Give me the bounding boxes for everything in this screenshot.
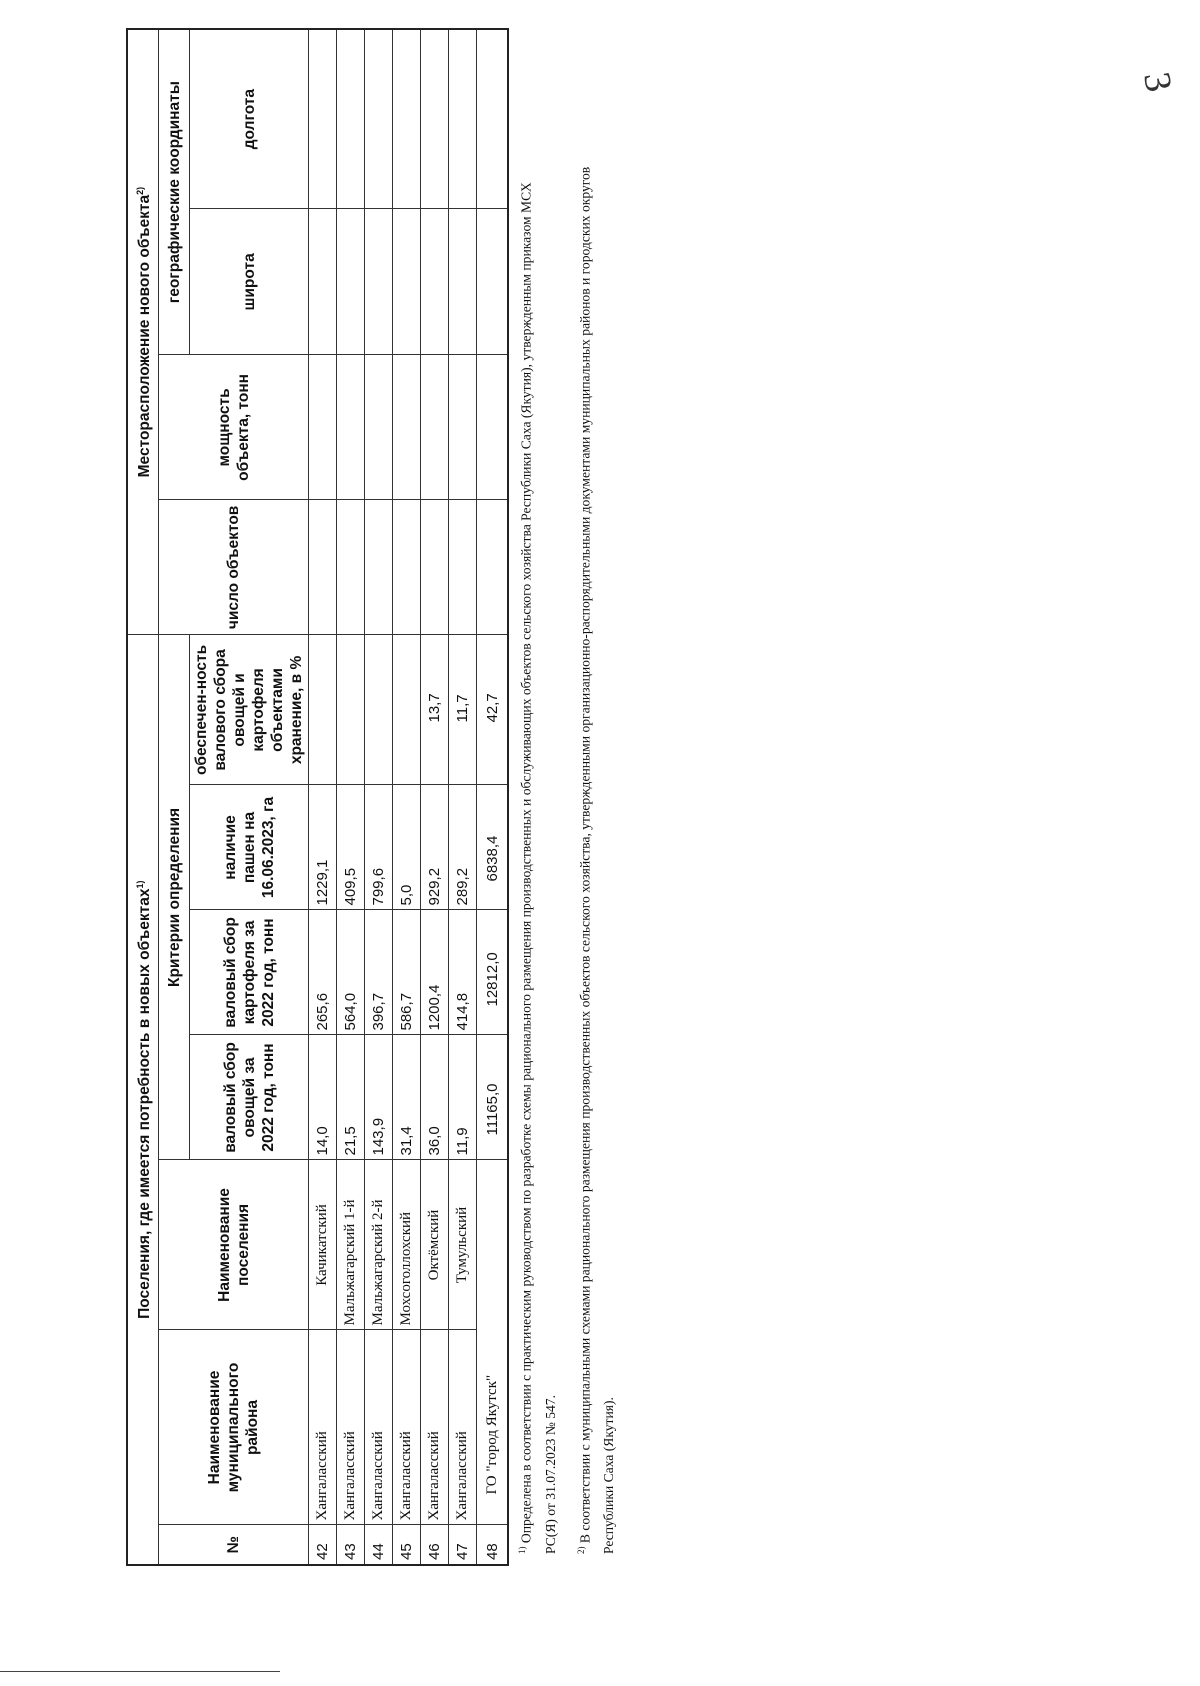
header-settlements-group: Поселения, где имеется потребность в новых объектах$^{1)}$ [127, 635, 159, 1565]
settlement-name: Тумульский [449, 1160, 477, 1330]
potatoes-value: 1200,4 [421, 910, 449, 1035]
capacity-cell [477, 355, 509, 500]
potatoes-value: 396,7 [365, 910, 393, 1035]
supply-value [393, 635, 421, 785]
longitude-cell [421, 29, 449, 209]
row-number: 46 [421, 1525, 449, 1565]
supply-value: 13,7 [421, 635, 449, 785]
row-number: 43 [337, 1525, 365, 1565]
object-count-cell [365, 500, 393, 635]
supply-value: 11,7 [449, 635, 477, 785]
vegetables-value: 31,4 [393, 1035, 421, 1160]
arable-value: 6838,4 [477, 785, 509, 910]
longitude-cell [309, 29, 337, 209]
capacity-cell [309, 355, 337, 500]
vegetables-value: 14,0 [309, 1035, 337, 1160]
capacity-cell [365, 355, 393, 500]
table-row [309, 29, 337, 1565]
vegetables-value: 21,5 [337, 1035, 365, 1160]
header-row-criteria [159, 29, 190, 1565]
longitude-cell [449, 29, 477, 209]
object-count-cell [337, 500, 365, 635]
handwritten-page-number: 3 [1135, 68, 1180, 96]
arable-value: 929,2 [421, 785, 449, 910]
header-district: Наименование муниципального района [159, 1330, 309, 1525]
vegetables-value: 11,9 [449, 1035, 477, 1160]
object-count-cell [309, 500, 337, 635]
vegetables-value: 36,0 [421, 1035, 449, 1160]
table-row [421, 29, 449, 1565]
total-row [477, 29, 509, 1565]
supply-value [309, 635, 337, 785]
latitude-cell [449, 209, 477, 355]
longitude-cell [477, 29, 509, 209]
capacity-cell [393, 355, 421, 500]
footnote-1: $^{1)}$ Определена в соответствии с практическим руководством по разработке схемы рационального размещения производственных и обслуживающих объектов сельского хозяйства Республики Саха (Якутия), утвержденным приказом МСХ РС(Я) от 31.07.2023 № 547. [517, 182, 558, 1554]
potatoes-value: 586,7 [393, 910, 421, 1035]
header-vegetables: валовый сбор овощей за 2022 год, тонн [190, 1035, 309, 1160]
settlement-name: Мохсоголлохский [393, 1160, 421, 1330]
table-row [365, 29, 393, 1565]
settlement-name: Октёмский [421, 1160, 449, 1330]
table-row [337, 29, 365, 1565]
header-capacity: мощность объекта, тонн [159, 355, 309, 500]
settlements-table [126, 28, 509, 1566]
latitude-cell [477, 209, 509, 355]
district-name: Хангаласский [309, 1330, 337, 1525]
header-arable-land: наличие пашен на 16.06.2023, га [190, 785, 309, 910]
header-number: № [159, 1525, 309, 1565]
object-count-cell [393, 500, 421, 635]
row-number: 44 [365, 1525, 393, 1565]
object-count-cell [421, 500, 449, 635]
header-longitude: долгота [190, 29, 309, 209]
supply-value: 42,7 [477, 635, 509, 785]
supply-value [365, 635, 393, 785]
potatoes-value: 414,8 [449, 910, 477, 1035]
district-name: Хангаласский [393, 1330, 421, 1525]
table-row [449, 29, 477, 1565]
header-potatoes: валовый сбор картофеля за 2022 год, тонн [190, 910, 309, 1035]
row-number: 47 [449, 1525, 477, 1565]
scan-edge-line [0, 1671, 280, 1672]
row-number: 42 [309, 1525, 337, 1565]
header-object-count: число объектов [159, 500, 309, 635]
longitude-cell [365, 29, 393, 209]
settlement-name: Мальжагарский 2-й [365, 1160, 393, 1330]
arable-value: 409,5 [337, 785, 365, 910]
footnote-2: $^{2)}$ В соответствии с муниципальными схемами рационального размещения производственных объектов сельского хозяйства, утвержденными организационно-распорядительными документами муниципальных районов и городских округов Республики Саха (Якутия). [575, 166, 617, 1554]
rotated-document-sheet [90, 81, 630, 1566]
header-latitude: широта [190, 209, 309, 355]
latitude-cell [337, 209, 365, 355]
arable-value: 5,0 [393, 785, 421, 910]
header-settlement: Наименование поселения [159, 1160, 309, 1330]
longitude-cell [337, 29, 365, 209]
longitude-cell [393, 29, 421, 209]
latitude-cell [421, 209, 449, 355]
district-name: Хангаласский [421, 1330, 449, 1525]
header-criteria: Критерии определения [159, 635, 190, 1160]
table-row [393, 29, 421, 1565]
district-name: Хангаласский [449, 1330, 477, 1525]
arable-value: 799,6 [365, 785, 393, 910]
district-name: Хангаласский [365, 1330, 393, 1525]
vegetables-value: 11165,0 [477, 1035, 509, 1160]
object-count-cell [449, 500, 477, 635]
row-number: 45 [393, 1525, 421, 1565]
arable-value: 1229,1 [309, 785, 337, 910]
settlement-name: Качикатский [309, 1160, 337, 1330]
latitude-cell [393, 209, 421, 355]
capacity-cell [337, 355, 365, 500]
settlement-name: Мальжагарский 1-й [337, 1160, 365, 1330]
header-geo-coordinates: географические координаты [159, 29, 190, 355]
row-number: 48 [477, 1525, 509, 1565]
header-row-groups [127, 29, 159, 1565]
city-district-name: ГО "город Якутск" [477, 1160, 509, 1525]
district-name: Хангаласский [337, 1330, 365, 1525]
potatoes-value: 564,0 [337, 910, 365, 1035]
capacity-cell [449, 355, 477, 500]
object-count-cell [477, 500, 509, 635]
latitude-cell [309, 209, 337, 355]
latitude-cell [365, 209, 393, 355]
potatoes-value: 265,6 [309, 910, 337, 1035]
header-location-group: Месторасположение нового объекта$^{2)}$ [127, 29, 159, 635]
arable-value: 289,2 [449, 785, 477, 910]
potatoes-value: 12812,0 [477, 910, 509, 1035]
footnotes [510, 154, 621, 1554]
header-storage-supply: обеспечен-ность валового сбора овощей и картофеля объектами хранение, в % [190, 635, 309, 785]
vegetables-value: 143,9 [365, 1035, 393, 1160]
capacity-cell [421, 355, 449, 500]
supply-value [337, 635, 365, 785]
